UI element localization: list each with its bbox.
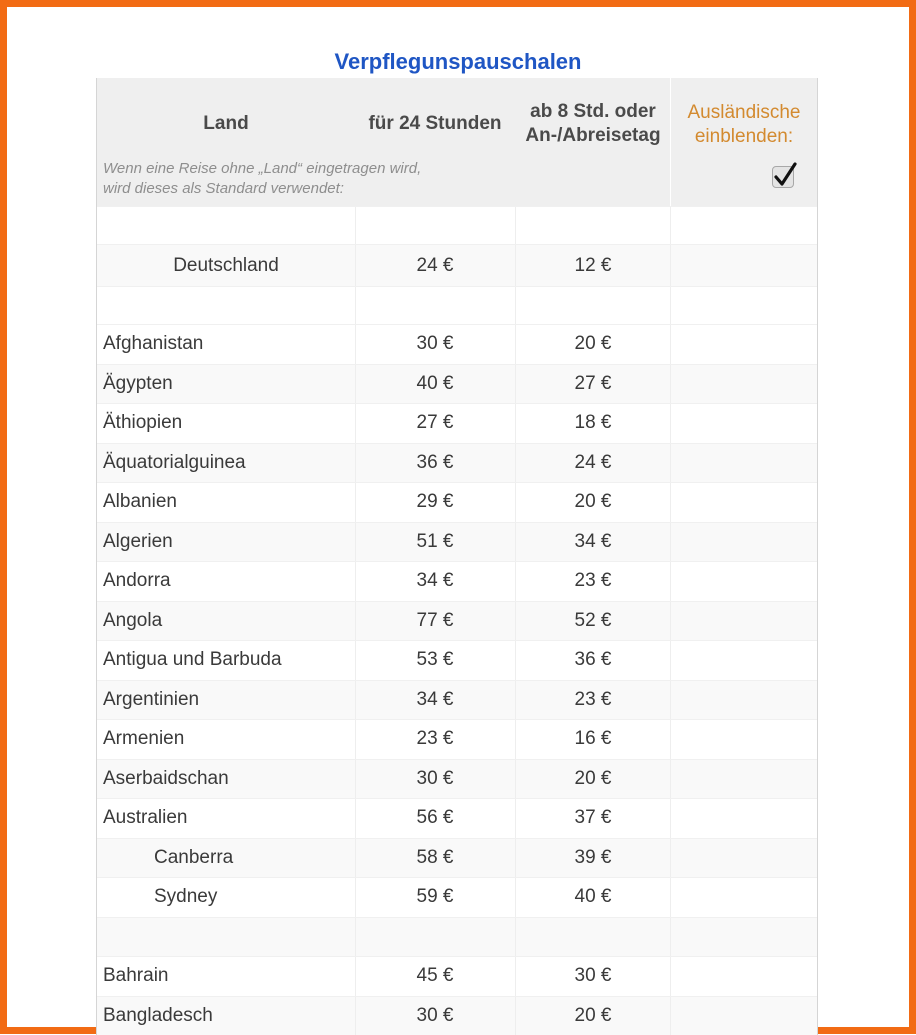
column-divider <box>355 365 356 404</box>
column-divider <box>515 287 516 324</box>
spacer-row <box>97 917 817 957</box>
spacer-row <box>97 206 817 244</box>
column-divider <box>670 997 671 1035</box>
column-divider <box>355 245 356 286</box>
default-country-name: Deutschland <box>97 245 355 286</box>
table-row[interactable] <box>97 482 817 522</box>
table-header <box>97 78 817 206</box>
column-divider <box>670 681 671 720</box>
rate-24h: 30 € <box>355 325 515 364</box>
rate-24h: 58 € <box>355 839 515 878</box>
country-name: Andorra <box>103 562 355 601</box>
column-divider <box>515 997 516 1035</box>
column-divider <box>355 957 356 996</box>
rate-8h: 30 € <box>515 957 671 996</box>
column-header-land: Land <box>97 112 355 136</box>
rate-24h: 29 € <box>355 483 515 522</box>
show-foreign-label-line2: einblenden: <box>671 125 817 149</box>
table-row[interactable] <box>97 956 817 996</box>
country-name: Angola <box>103 602 355 641</box>
rate-8h: 36 € <box>515 641 671 680</box>
column-divider <box>355 799 356 838</box>
column-divider <box>515 720 516 759</box>
rate-8h: 34 € <box>515 523 671 562</box>
rate-24h: 34 € <box>355 681 515 720</box>
table-row[interactable] <box>97 601 817 641</box>
column-divider <box>355 681 356 720</box>
column-divider <box>670 207 671 244</box>
country-name: Äthiopien <box>103 404 355 443</box>
column-divider <box>355 287 356 324</box>
column-divider <box>670 799 671 838</box>
table-row[interactable] <box>97 522 817 562</box>
show-foreign-label <box>671 101 817 149</box>
city-name: Sydney <box>154 878 354 917</box>
column-divider <box>355 641 356 680</box>
show-foreign-label-line1: Ausländische <box>671 101 817 125</box>
country-name: Argentinien <box>103 681 355 720</box>
table-row[interactable] <box>97 798 817 838</box>
rate-24h: 34 € <box>355 562 515 601</box>
column-divider <box>670 483 671 522</box>
show-foreign-checkbox[interactable] <box>772 166 794 188</box>
table-row[interactable] <box>97 877 817 917</box>
column-header-8h <box>515 100 671 148</box>
hint-line2: wird dieses als Standard verwendet: <box>103 179 503 199</box>
rate-24h: 30 € <box>355 760 515 799</box>
rate-8h: 20 € <box>515 760 671 799</box>
column-divider <box>355 207 356 244</box>
column-header-8h-line2: An-/Abreisetag <box>515 124 671 148</box>
default-country-hint <box>103 159 503 199</box>
column-divider <box>670 760 671 799</box>
column-divider <box>515 404 516 443</box>
country-name: Albanien <box>103 483 355 522</box>
column-divider <box>355 918 356 957</box>
table-row[interactable] <box>97 759 817 799</box>
country-name: Ägypten <box>103 365 355 404</box>
rate-8h: 37 € <box>515 799 671 838</box>
rate-8h: 39 € <box>515 839 671 878</box>
checkmark-icon <box>773 161 799 189</box>
column-divider <box>515 799 516 838</box>
country-name: Armenien <box>103 720 355 759</box>
rate-24h: 51 € <box>355 523 515 562</box>
column-divider <box>670 245 671 286</box>
city-name: Canberra <box>154 839 354 878</box>
column-divider <box>355 562 356 601</box>
column-divider <box>670 720 671 759</box>
column-divider <box>670 365 671 404</box>
table-row[interactable] <box>97 719 817 759</box>
table-row[interactable] <box>97 680 817 720</box>
default-country-24h: 24 € <box>355 245 515 286</box>
rate-24h: 36 € <box>355 444 515 483</box>
rate-8h: 16 € <box>515 720 671 759</box>
table-row[interactable] <box>97 640 817 680</box>
country-name: Aserbaidschan <box>103 760 355 799</box>
column-divider <box>515 681 516 720</box>
rate-8h: 24 € <box>515 444 671 483</box>
rate-8h: 27 € <box>515 365 671 404</box>
rate-24h: 30 € <box>355 997 515 1035</box>
column-divider <box>515 839 516 878</box>
column-divider <box>670 562 671 601</box>
column-divider <box>355 839 356 878</box>
column-divider <box>670 325 671 364</box>
column-divider <box>355 720 356 759</box>
table-row[interactable] <box>97 838 817 878</box>
rate-24h: 56 € <box>355 799 515 838</box>
column-divider <box>355 997 356 1035</box>
rate-8h: 23 € <box>515 562 671 601</box>
column-divider <box>515 207 516 244</box>
default-country-row[interactable] <box>97 244 817 286</box>
column-divider <box>515 245 516 286</box>
table-row[interactable] <box>97 561 817 601</box>
column-divider <box>355 878 356 917</box>
column-divider <box>355 404 356 443</box>
column-divider <box>515 878 516 917</box>
spacer-row <box>97 286 817 324</box>
header-divider <box>670 78 671 206</box>
column-divider <box>355 325 356 364</box>
rate-8h: 40 € <box>515 878 671 917</box>
rate-24h: 77 € <box>355 602 515 641</box>
rate-24h: 27 € <box>355 404 515 443</box>
country-name: Bangladesch <box>103 997 355 1035</box>
hint-line1: Wenn eine Reise ohne „Land“ eingetragen wird, <box>103 159 503 179</box>
rate-8h: 52 € <box>515 602 671 641</box>
table-row[interactable] <box>97 443 817 483</box>
column-divider <box>515 523 516 562</box>
column-divider <box>515 918 516 957</box>
country-name: Bahrain <box>103 957 355 996</box>
column-divider <box>670 918 671 957</box>
table-row[interactable] <box>97 996 817 1035</box>
column-divider <box>670 523 671 562</box>
country-list <box>97 324 817 1035</box>
country-name: Algerien <box>103 523 355 562</box>
country-name: Australien <box>103 799 355 838</box>
rate-24h: 23 € <box>355 720 515 759</box>
rate-8h: 23 € <box>515 681 671 720</box>
column-divider <box>355 760 356 799</box>
rate-24h: 40 € <box>355 365 515 404</box>
rate-8h: 20 € <box>515 325 671 364</box>
country-name: Afghanistan <box>103 325 355 364</box>
column-divider <box>355 523 356 562</box>
column-header-24h: für 24 Stunden <box>355 112 515 136</box>
rate-24h: 59 € <box>355 878 515 917</box>
column-divider <box>515 444 516 483</box>
column-divider <box>355 602 356 641</box>
rate-24h: 45 € <box>355 957 515 996</box>
column-divider <box>515 760 516 799</box>
column-divider <box>515 562 516 601</box>
column-divider <box>515 957 516 996</box>
column-divider <box>355 483 356 522</box>
column-divider <box>670 878 671 917</box>
column-divider <box>670 444 671 483</box>
column-divider <box>670 602 671 641</box>
column-divider <box>670 641 671 680</box>
column-divider <box>515 483 516 522</box>
default-country-8h: 12 € <box>515 245 671 286</box>
table-row[interactable] <box>97 324 817 364</box>
rate-8h: 20 € <box>515 483 671 522</box>
column-divider <box>515 641 516 680</box>
rate-8h: 20 € <box>515 997 671 1035</box>
column-divider <box>670 287 671 324</box>
page-title: Verpflegunspauschalen <box>7 49 909 75</box>
rate-8h: 18 € <box>515 404 671 443</box>
column-divider <box>355 444 356 483</box>
column-header-8h-line1: ab 8 Std. oder <box>515 100 671 124</box>
rate-24h: 53 € <box>355 641 515 680</box>
allowance-table <box>96 78 818 1035</box>
column-divider <box>670 404 671 443</box>
column-divider <box>515 365 516 404</box>
table-row[interactable] <box>97 364 817 404</box>
column-divider <box>670 957 671 996</box>
column-divider <box>670 839 671 878</box>
country-name: Antigua und Barbuda <box>103 641 355 680</box>
column-divider <box>515 325 516 364</box>
table-row[interactable] <box>97 403 817 443</box>
country-name: Äquatorialguinea <box>103 444 355 483</box>
column-divider <box>515 602 516 641</box>
